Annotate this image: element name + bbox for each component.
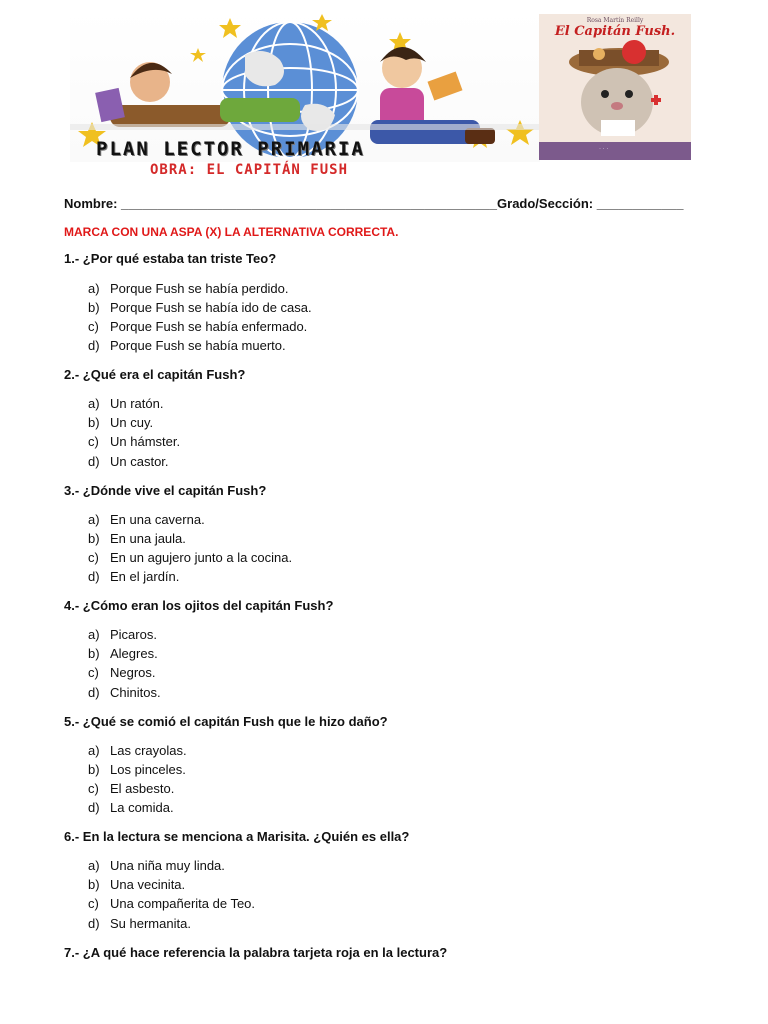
option-letter: b) — [88, 646, 100, 661]
option-letter: a) — [88, 858, 100, 873]
option-text: Un cuy. — [110, 415, 154, 430]
option-5a[interactable] — [88, 743, 187, 758]
option-letter: d) — [88, 800, 100, 815]
option-2d[interactable] — [88, 454, 169, 469]
question-3: 3.- ¿Dónde vive el capitán Fush? — [64, 483, 267, 498]
option-letter: d) — [88, 454, 100, 469]
option-text: Negros. — [110, 665, 156, 680]
option-letter: d) — [88, 685, 100, 700]
option-letter: c) — [88, 896, 99, 911]
instruction: MARCA CON UNA ASPA (X) LA ALTERNATIVA CORRECTA. — [64, 225, 399, 239]
obra-title: OBRA: EL CAPITÁN FUSH — [150, 162, 349, 178]
option-6a[interactable] — [88, 858, 225, 873]
question-4: 4.- ¿Cómo eran los ojitos del capitán Fush? — [64, 598, 334, 613]
option-letter: c) — [88, 550, 99, 565]
option-text: Porque Fush se había ido de casa. — [110, 300, 312, 315]
question-1: 1.- ¿Por qué estaba tan triste Teo? — [64, 251, 277, 266]
option-letter: a) — [88, 512, 100, 527]
option-text: Alegres. — [110, 646, 158, 661]
option-letter: c) — [88, 781, 99, 796]
question-5: 5.- ¿Qué se comió el capitán Fush que le hizo daño? — [64, 714, 388, 729]
option-text: Chinitos. — [110, 685, 161, 700]
option-6b[interactable] — [88, 877, 185, 892]
option-letter: c) — [88, 434, 99, 449]
option-4c[interactable] — [88, 665, 156, 680]
option-text: Porque Fush se había muerto. — [110, 338, 286, 353]
option-2b[interactable] — [88, 415, 153, 430]
question-2: 2.- ¿Qué era el capitán Fush? — [64, 367, 246, 382]
option-4a[interactable] — [88, 627, 157, 642]
option-letter: d) — [88, 916, 100, 931]
option-3c[interactable] — [88, 550, 292, 565]
option-3d[interactable] — [88, 569, 179, 584]
option-2a[interactable] — [88, 396, 163, 411]
option-text: En una caverna. — [110, 512, 205, 527]
option-letter: c) — [88, 665, 99, 680]
question-7: 7.- ¿A qué hace referencia la palabra tarjeta roja en la lectura? — [64, 945, 448, 960]
option-letter: a) — [88, 743, 100, 758]
option-letter: d) — [88, 569, 100, 584]
option-6d[interactable] — [88, 916, 191, 931]
option-2c[interactable] — [88, 434, 180, 449]
header-banner — [70, 10, 540, 162]
option-text: Porque Fush se había enfermado. — [110, 319, 308, 334]
option-text: Porque Fush se había perdido. — [110, 281, 289, 296]
option-4b[interactable] — [88, 646, 158, 661]
option-text: Un ratón. — [110, 396, 164, 411]
question-6: 6.- En la lectura se menciona a Marisita. ¿Quién es ella? — [64, 829, 410, 844]
option-letter: a) — [88, 281, 100, 296]
option-letter: b) — [88, 762, 100, 777]
option-6c[interactable] — [88, 896, 255, 911]
option-1d[interactable] — [88, 338, 286, 353]
option-letter: a) — [88, 396, 100, 411]
banner-title: PLAN LECTOR PRIMARIA — [96, 138, 365, 160]
option-text: Un hámster. — [110, 434, 181, 449]
cover-band: · · · — [539, 142, 691, 160]
option-letter: c) — [88, 319, 99, 334]
option-letter: b) — [88, 300, 100, 315]
option-text: Una niña muy linda. — [110, 858, 225, 873]
option-text: Su hermanita. — [110, 916, 191, 931]
option-letter: b) — [88, 877, 100, 892]
option-1c[interactable] — [88, 319, 307, 334]
name-grade-field: Nombre: ____________________________________________________Grado/Sección: ____________ — [64, 196, 684, 211]
option-text: Las crayolas. — [110, 743, 187, 758]
option-text: En una jaula. — [110, 531, 186, 546]
option-5c[interactable] — [88, 781, 174, 796]
book-cover — [539, 14, 691, 160]
option-3b[interactable] — [88, 531, 186, 546]
option-letter: b) — [88, 531, 100, 546]
option-1b[interactable] — [88, 300, 312, 315]
option-4d[interactable] — [88, 685, 161, 700]
option-1a[interactable] — [88, 281, 289, 296]
option-text: Un castor. — [110, 454, 169, 469]
option-text: La comida. — [110, 800, 174, 815]
cover-author: Rosa Martín Reilly — [586, 17, 644, 24]
option-text: Picaros. — [110, 627, 157, 642]
option-letter: b) — [88, 415, 100, 430]
hamster-illustration — [539, 32, 691, 142]
option-text: En el jardín. — [110, 569, 180, 584]
option-5d[interactable] — [88, 800, 174, 815]
option-text: Una compañerita de Teo. — [110, 896, 256, 911]
cover-title: El Capitán Fush. — [554, 24, 676, 39]
option-text: En un agujero junto a la cocina. — [110, 550, 293, 565]
option-5b[interactable] — [88, 762, 186, 777]
option-text: El asbesto. — [110, 781, 175, 796]
option-text: Una vecinita. — [110, 877, 186, 892]
option-letter: d) — [88, 338, 100, 353]
option-letter: a) — [88, 627, 100, 642]
option-text: Los pinceles. — [110, 762, 186, 777]
option-3a[interactable] — [88, 512, 205, 527]
